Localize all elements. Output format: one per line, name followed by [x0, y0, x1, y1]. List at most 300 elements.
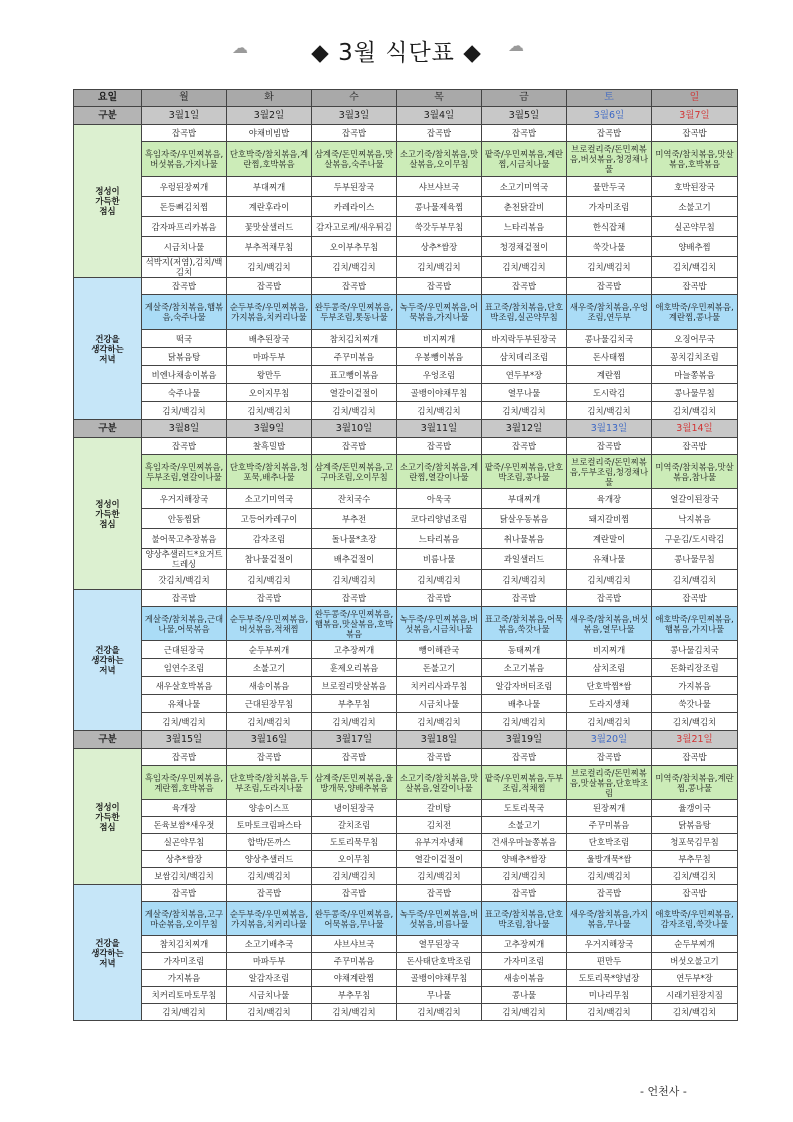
dinner-rice-cell: 잡곡밥: [482, 590, 567, 607]
dinner-rice-cell: 잡곡밥: [652, 590, 738, 607]
lunch-dish-cell: 두부된장국: [312, 177, 397, 197]
dinner-dish-cell: 숙주나물: [142, 384, 227, 402]
dinner-dish-cell: 김치/백김치: [142, 713, 227, 731]
dinner-porridge-cell: 새우죽/참치볶음,버섯볶음,열무나물: [567, 607, 652, 641]
lunch-dish-cell: 양상추샐러드*요거트드레싱: [142, 549, 227, 570]
dinner-dish-cell: 마파두부: [227, 953, 312, 970]
lunch-dish-cell: 김치/백김치: [397, 257, 482, 278]
lunch-dish-cell: 상추*쌈장: [142, 851, 227, 868]
dinner-dish-row: [74, 384, 738, 402]
date-cell: 3월9일: [227, 420, 312, 438]
dinner-dish-cell: 단호박찜*쌈: [567, 677, 652, 695]
date-row-label: 구분: [74, 731, 142, 749]
dinner-dish-cell: 김치/백김치: [482, 402, 567, 420]
day-header: 화: [227, 90, 312, 107]
lunch-rice-cell: 찰흑밀밥: [227, 438, 312, 455]
dinner-dish-row: [74, 987, 738, 1004]
lunch-dish-cell: 부추적채무침: [227, 237, 312, 257]
dinner-dish-cell: 콩나물김치국: [567, 330, 652, 348]
lunch-dish-cell: 잔치국수: [312, 489, 397, 509]
lunch-rice-cell: 잡곡밥: [312, 438, 397, 455]
lunch-porridge-cell: 팥죽/우민찌볶음,단호박조림,콩나물: [482, 455, 567, 489]
lunch-dish-row: [74, 570, 738, 590]
dinner-dish-cell: 훈제오리볶음: [312, 659, 397, 677]
lunch-rice-cell: 잡곡밥: [482, 749, 567, 766]
day-header: 목: [397, 90, 482, 107]
lunch-porridge-cell: 미역죽/참치볶음,계란찜,콩나물: [652, 766, 738, 800]
dinner-dish-cell: 도시락김: [567, 384, 652, 402]
lunch-dish-cell: 돈등뼈김치찜: [142, 197, 227, 217]
date-cell: 3월7일: [652, 107, 738, 125]
lunch-rice-cell: 잡곡밥: [567, 125, 652, 142]
lunch-dish-cell: 갈비탕: [397, 800, 482, 817]
lunch-dish-cell: 김치전: [397, 817, 482, 834]
cloud-doodle-left-icon: ☁: [232, 38, 248, 57]
date-cell: 3월20일: [567, 731, 652, 749]
date-cell: 3월1일: [142, 107, 227, 125]
dinner-dish-row: [74, 402, 738, 420]
dinner-dish-cell: 배추된장국: [227, 330, 312, 348]
dinner-dish-cell: 순두부찌개: [652, 936, 738, 953]
lunch-dish-cell: 계란말이: [567, 529, 652, 549]
dinner-dish-cell: 우엉조림: [397, 366, 482, 384]
lunch-dish-cell: 쑥갓나물: [567, 237, 652, 257]
lunch-rice-cell: 잡곡밥: [652, 438, 738, 455]
dinner-dish-cell: 김치/백김치: [397, 402, 482, 420]
lunch-porridge-cell: 팥죽/우민찌볶음,계란찜,시금치나물: [482, 142, 567, 177]
dinner-label: 건강을 생각하는 저녁: [74, 590, 142, 731]
dinner-dish-cell: 계란찜: [567, 366, 652, 384]
lunch-dish-cell: 춘천닭갈비: [482, 197, 567, 217]
dinner-dish-cell: 돈화리장조림: [652, 659, 738, 677]
lunch-dish-cell: 카레라이스: [312, 197, 397, 217]
dinner-dish-cell: 가자미조림: [142, 953, 227, 970]
dinner-dish-cell: 소고기볶음: [482, 659, 567, 677]
dinner-dish-cell: 돈사태단호박조림: [397, 953, 482, 970]
lunch-dish-cell: 김치/백김치: [397, 868, 482, 885]
dinner-porridge-cell: 표고죽/참치볶음,단호박조림,실곤약무침: [482, 295, 567, 330]
dinner-dish-row: [74, 366, 738, 384]
lunch-dish-cell: 부추무침: [652, 851, 738, 868]
lunch-dish-cell: 실곤약무침: [652, 217, 738, 237]
lunch-dish-cell: 울방개묵*쌈: [567, 851, 652, 868]
dinner-dish-cell: 오징어무국: [652, 330, 738, 348]
lunch-dish-cell: 김치/백김치: [312, 257, 397, 278]
lunch-dish-cell: 돼지갈비찜: [567, 509, 652, 529]
lunch-dish-cell: 김치/백김치: [567, 570, 652, 590]
lunch-rice-cell: 잡곡밥: [142, 438, 227, 455]
dinner-dish-row: [74, 970, 738, 987]
lunch-dish-cell: 김치/백김치: [227, 257, 312, 278]
lunch-dish-cell: 김치/백김치: [312, 868, 397, 885]
dinner-rice-row: [74, 278, 738, 295]
dinner-rice-cell: 잡곡밥: [397, 590, 482, 607]
dinner-dish-cell: 비엔나채송이볶음: [142, 366, 227, 384]
date-cell: 3월13일: [567, 420, 652, 438]
dinner-dish-row: [74, 713, 738, 731]
lunch-dish-cell: 배추겉절이: [312, 549, 397, 570]
dinner-dish-cell: 김치/백김치: [227, 1004, 312, 1021]
dinner-dish-cell: 새우살호박볶음: [142, 677, 227, 695]
dinner-dish-cell: 야채계란찜: [312, 970, 397, 987]
lunch-dish-cell: 물만두국: [567, 177, 652, 197]
lunch-dish-cell: 비름나물: [397, 549, 482, 570]
lunch-dish-row: [74, 237, 738, 257]
lunch-rice-cell: 잡곡밥: [397, 438, 482, 455]
dinner-dish-cell: 배추나물: [482, 695, 567, 713]
day-header: 토: [567, 90, 652, 107]
dinner-rice-cell: 잡곡밥: [142, 885, 227, 902]
dinner-rice-cell: 잡곡밥: [142, 278, 227, 295]
dinner-dish-cell: 샤브샤브국: [312, 936, 397, 953]
lunch-porridge-cell: 소고기죽/참치볶음,맛살볶음,오이무침: [397, 142, 482, 177]
dinner-porridge-cell: 완두콩죽/우민찌볶음,햄볶음,맛살볶음,호박볶음: [312, 607, 397, 641]
dinner-rice-cell: 잡곡밥: [312, 590, 397, 607]
dinner-dish-cell: 콩나물무침: [652, 384, 738, 402]
dinner-dish-cell: 참치김치찌개: [142, 936, 227, 953]
footer-signature: - 언천사 -: [640, 1085, 687, 1098]
lunch-dish-row: [74, 549, 738, 570]
lunch-porridge-row: [74, 455, 738, 489]
date-cell: 3월14일: [652, 420, 738, 438]
dinner-dish-row: [74, 677, 738, 695]
lunch-dish-row: [74, 529, 738, 549]
lunch-rice-cell: 잡곡밥: [312, 749, 397, 766]
lunch-label: 정성이 가득한 점심: [74, 125, 142, 278]
dinner-dish-cell: 무나물: [397, 987, 482, 1004]
lunch-porridge-cell: 삼계죽/돈민찌볶음,맛살볶음,숙주나물: [312, 142, 397, 177]
dinner-dish-cell: 알감자버터조림: [482, 677, 567, 695]
lunch-dish-cell: 고등어카레구이: [227, 509, 312, 529]
dinner-dish-cell: 돈불고기: [397, 659, 482, 677]
dinner-dish-cell: 새송이볶음: [227, 677, 312, 695]
dinner-dish-row: [74, 936, 738, 953]
dinner-dish-row: [74, 330, 738, 348]
lunch-dish-cell: 상추*쌈장: [397, 237, 482, 257]
dinner-dish-cell: 김치/백김치: [227, 713, 312, 731]
date-cell: 3월18일: [397, 731, 482, 749]
dinner-dish-cell: 김치/백김치: [567, 1004, 652, 1021]
dinner-dish-cell: 도토리묵*양념장: [567, 970, 652, 987]
lunch-dish-cell: 우거지해장국: [142, 489, 227, 509]
dinner-rice-cell: 잡곡밥: [567, 278, 652, 295]
lunch-porridge-cell: 흑임자죽/우민찌볶음,버섯볶음,가지나물: [142, 142, 227, 177]
date-cell: 3월10일: [312, 420, 397, 438]
lunch-dish-cell: 양상추샐러드: [227, 851, 312, 868]
lunch-porridge-cell: 흑임자죽/우민찌볶음,두부조림,열갈이나물: [142, 455, 227, 489]
lunch-dish-cell: 열갈이겉절이: [397, 851, 482, 868]
dinner-dish-cell: 열무된장국: [397, 936, 482, 953]
dinner-dish-cell: 김치/백김치: [142, 1004, 227, 1021]
dinner-dish-cell: 치커리사과무침: [397, 677, 482, 695]
dinner-rice-cell: 잡곡밥: [652, 278, 738, 295]
lunch-dish-row: [74, 197, 738, 217]
menu-table: [73, 89, 738, 1021]
lunch-dish-row: [74, 800, 738, 817]
week-date-row: [74, 420, 738, 438]
lunch-dish-cell: 보쌈김치/백김치: [142, 868, 227, 885]
day-header: 수: [312, 90, 397, 107]
lunch-porridge-row: [74, 766, 738, 800]
lunch-dish-cell: 감자조림: [227, 529, 312, 549]
lunch-dish-cell: 도토리묵무침: [312, 834, 397, 851]
date-cell: 3월21일: [652, 731, 738, 749]
lunch-dish-cell: 과일샐러드: [482, 549, 567, 570]
dinner-porridge-row: [74, 607, 738, 641]
lunch-dish-cell: 합박/돈까스: [227, 834, 312, 851]
dinner-rice-cell: 잡곡밥: [652, 885, 738, 902]
dinner-dish-cell: 표고뺑이볶음: [312, 366, 397, 384]
lunch-dish-row: [74, 489, 738, 509]
dinner-dish-cell: 골뱅이야채무침: [397, 384, 482, 402]
dinner-dish-row: [74, 348, 738, 366]
lunch-porridge-cell: 브로컬리죽/돈민찌볶음,맛살볶음,단호박조림: [567, 766, 652, 800]
dinner-porridge-cell: 완두콩죽/우민찌볶음,두부조림,톳동나물: [312, 295, 397, 330]
lunch-dish-row: [74, 851, 738, 868]
lunch-dish-cell: 참나물겉절이: [227, 549, 312, 570]
dinner-dish-cell: 근대된장무침: [227, 695, 312, 713]
dinner-dish-cell: 김치/백김치: [482, 713, 567, 731]
date-cell: 3월8일: [142, 420, 227, 438]
cloud-doodle-right-icon: ☁: [508, 36, 524, 55]
lunch-dish-cell: 유채나물: [567, 549, 652, 570]
lunch-dish-cell: 오이부추무침: [312, 237, 397, 257]
dinner-dish-cell: 마파두부: [227, 348, 312, 366]
lunch-dish-cell: 육개장: [567, 489, 652, 509]
lunch-porridge-cell: 삼계죽/돈민찌볶음,고구마조림,오이무침: [312, 455, 397, 489]
dinner-dish-cell: 가자미조림: [482, 953, 567, 970]
dinner-dish-cell: 비지찌개: [567, 641, 652, 659]
lunch-dish-cell: 가자미조림: [567, 197, 652, 217]
dinner-dish-cell: 고추장찌개: [312, 641, 397, 659]
lunch-porridge-cell: 단호박죽/참치볶음,계란찜,호박볶음: [227, 142, 312, 177]
date-cell: 3월6일: [567, 107, 652, 125]
dinner-porridge-cell: 애호박죽/우민찌볶음,햄볶음,가지나물: [652, 607, 738, 641]
dinner-dish-cell: 주꾸미볶음: [312, 348, 397, 366]
dinner-dish-cell: 마늘쫑볶음: [652, 366, 738, 384]
dinner-porridge-cell: 애호박죽/우민찌볶음,감자조림,쑥갓나물: [652, 902, 738, 936]
dinner-dish-cell: 열무나물: [482, 384, 567, 402]
dinner-dish-cell: 근대된장국: [142, 641, 227, 659]
header-label: 요일: [74, 90, 142, 107]
lunch-rice-cell: 잡곡밥: [652, 749, 738, 766]
dinner-dish-cell: 돈사태찜: [567, 348, 652, 366]
dinner-rice-cell: 잡곡밥: [227, 885, 312, 902]
dinner-porridge-cell: 게살죽/참치볶음,햄볶음,숙주나물: [142, 295, 227, 330]
date-cell: 3월4일: [397, 107, 482, 125]
week-date-row: [74, 731, 738, 749]
dinner-rice-cell: 잡곡밥: [482, 885, 567, 902]
lunch-dish-cell: 코다리양념조림: [397, 509, 482, 529]
lunch-dish-row: [74, 834, 738, 851]
dinner-dish-cell: 연두부*장: [652, 970, 738, 987]
dinner-dish-cell: 김치/백김치: [567, 402, 652, 420]
dinner-porridge-cell: 게살죽/참치볶음,근대나물,어묵볶음: [142, 607, 227, 641]
lunch-dish-cell: 김치/백김치: [227, 570, 312, 590]
lunch-dish-cell: 닭살우동볶음: [482, 509, 567, 529]
lunch-dish-cell: 된장찌개: [567, 800, 652, 817]
dinner-porridge-row: [74, 295, 738, 330]
lunch-dish-cell: 소불고기: [482, 817, 567, 834]
lunch-dish-cell: 갈치조림: [312, 817, 397, 834]
lunch-dish-row: [74, 217, 738, 237]
lunch-porridge-cell: 흑임자죽/우민찌볶음,계란찜,호박볶음: [142, 766, 227, 800]
lunch-dish-cell: 콩나물제육찜: [397, 197, 482, 217]
lunch-dish-cell: 낙지볶음: [652, 509, 738, 529]
lunch-dish-cell: 오이무침: [312, 851, 397, 868]
lunch-dish-cell: 얼갈이된장국: [652, 489, 738, 509]
lunch-dish-cell: 소고기미역국: [227, 489, 312, 509]
dinner-dish-cell: 삼치조림: [567, 659, 652, 677]
lunch-dish-cell: 김치/백김치: [567, 868, 652, 885]
dinner-dish-cell: 연두부*장: [482, 366, 567, 384]
dinner-dish-cell: 브로컬리맛살볶음: [312, 677, 397, 695]
lunch-rice-cell: 잡곡밥: [567, 438, 652, 455]
lunch-dish-cell: 꽃맛살샐러드: [227, 217, 312, 237]
lunch-rice-cell: 잡곡밥: [482, 125, 567, 142]
dinner-dish-cell: 미나리무침: [567, 987, 652, 1004]
dinner-rice-cell: 잡곡밥: [567, 590, 652, 607]
lunch-rice-cell: 잡곡밥: [652, 125, 738, 142]
dinner-dish-cell: 골뱅이야채무침: [397, 970, 482, 987]
lunch-dish-cell: 소고기미역국: [482, 177, 567, 197]
lunch-label: 정성이 가득한 점심: [74, 749, 142, 885]
dinner-rice-cell: 잡곡밥: [397, 885, 482, 902]
lunch-rice-cell: 잡곡밥: [142, 125, 227, 142]
date-cell: 3월11일: [397, 420, 482, 438]
dinner-label: 건강을 생각하는 저녁: [74, 885, 142, 1021]
dinner-dish-cell: 오이지무침: [227, 384, 312, 402]
dinner-dish-cell: 우봉뺑이볶음: [397, 348, 482, 366]
dinner-rice-cell: 잡곡밥: [397, 278, 482, 295]
dinner-dish-row: [74, 953, 738, 970]
lunch-dish-cell: 부대찌개: [482, 489, 567, 509]
dinner-dish-row: [74, 659, 738, 677]
lunch-dish-cell: 단호박조림: [567, 834, 652, 851]
dinner-dish-cell: 꽁치김치조림: [652, 348, 738, 366]
lunch-dish-cell: 실곤약무침: [142, 834, 227, 851]
dinner-dish-cell: 가지볶음: [142, 970, 227, 987]
dinner-dish-cell: 김치/백김치: [397, 1004, 482, 1021]
lunch-porridge-cell: 미역죽/참치볶음,맛살볶음,참나물: [652, 455, 738, 489]
dinner-porridge-cell: 표고죽/참치볶음,어묵볶음,쑥갓나물: [482, 607, 567, 641]
lunch-dish-cell: 청포묵김무침: [652, 834, 738, 851]
date-cell: 3월16일: [227, 731, 312, 749]
lunch-dish-cell: 호박된장국: [652, 177, 738, 197]
dinner-porridge-cell: 순두부죽/우민찌볶음,버섯볶음,적채찜: [227, 607, 312, 641]
dinner-dish-cell: 왕만두: [227, 366, 312, 384]
lunch-dish-cell: 부추전: [312, 509, 397, 529]
lunch-dish-cell: 도토리묵국: [482, 800, 567, 817]
dinner-porridge-cell: 표고죽/참치볶음,단호박조림,참나물: [482, 902, 567, 936]
lunch-dish-row: [74, 509, 738, 529]
dinner-dish-cell: 순두부찌개: [227, 641, 312, 659]
lunch-porridge-cell: 단호박죽/참치볶음,두부조림,도라지나물: [227, 766, 312, 800]
lunch-dish-cell: 소불고기: [652, 197, 738, 217]
day-header: 금: [482, 90, 567, 107]
dinner-dish-cell: 닭볶음탕: [142, 348, 227, 366]
dinner-dish-cell: 임연수조림: [142, 659, 227, 677]
dinner-rice-cell: 잡곡밥: [227, 590, 312, 607]
lunch-dish-cell: 아욱국: [397, 489, 482, 509]
date-cell: 3월17일: [312, 731, 397, 749]
lunch-porridge-cell: 팥죽/우민찌볶음,두부조림,적채찜: [482, 766, 567, 800]
lunch-dish-cell: 유부겨자냉채: [397, 834, 482, 851]
dinner-dish-cell: 버섯오불고기: [652, 953, 738, 970]
dinner-dish-cell: 김치/백김치: [652, 1004, 738, 1021]
lunch-dish-cell: 한식잡채: [567, 217, 652, 237]
dinner-porridge-cell: 녹두죽/우민찌볶음,어묵볶음,가지나물: [397, 295, 482, 330]
lunch-rice-cell: 잡곡밥: [227, 749, 312, 766]
lunch-dish-cell: 토마토크림파스타: [227, 817, 312, 834]
lunch-dish-cell: 콩나물무침: [652, 549, 738, 570]
dinner-dish-cell: 새송이볶음: [482, 970, 567, 987]
lunch-dish-cell: 건새우마늘쫑볶음: [482, 834, 567, 851]
lunch-dish-cell: 김치/백김치: [227, 868, 312, 885]
lunch-dish-row: [74, 868, 738, 885]
dinner-porridge-cell: 게살죽/참치볶음,고구마순볶음,오이무침: [142, 902, 227, 936]
dinner-porridge-cell: 새우죽/참치볶음,우엉조림,연두부: [567, 295, 652, 330]
dinner-dish-cell: 콩나물: [482, 987, 567, 1004]
lunch-rice-cell: 잡곡밥: [397, 749, 482, 766]
lunch-dish-cell: 느타리볶음: [397, 529, 482, 549]
lunch-porridge-row: [74, 142, 738, 177]
lunch-dish-cell: 양배추찜: [652, 237, 738, 257]
dinner-porridge-cell: 녹두죽/우민찌볶음,버섯볶음,시금치나물: [397, 607, 482, 641]
lunch-dish-cell: 율갱이국: [652, 800, 738, 817]
lunch-dish-cell: 돈육보쌈*새우젓: [142, 817, 227, 834]
lunch-rice-cell: 잡곡밥: [397, 125, 482, 142]
lunch-dish-cell: 안동찜닭: [142, 509, 227, 529]
dinner-rice-cell: 잡곡밥: [312, 885, 397, 902]
dinner-dish-cell: 유채나물: [142, 695, 227, 713]
date-cell: 3월2일: [227, 107, 312, 125]
dinner-dish-cell: 콩나물김치국: [652, 641, 738, 659]
lunch-dish-row: [74, 257, 738, 278]
lunch-rice-row: [74, 125, 738, 142]
lunch-rice-cell: 잡곡밥: [482, 438, 567, 455]
lunch-rice-cell: 야채비빔밥: [227, 125, 312, 142]
lunch-dish-cell: 감자고로케/새우튀김: [312, 217, 397, 237]
lunch-dish-row: [74, 177, 738, 197]
lunch-dish-row: [74, 817, 738, 834]
dinner-rice-cell: 잡곡밥: [482, 278, 567, 295]
dinner-porridge-row: [74, 902, 738, 936]
dinner-dish-cell: 김치/백김치: [312, 402, 397, 420]
dinner-dish-cell: 시금치나물: [227, 987, 312, 1004]
date-cell: 3월12일: [482, 420, 567, 438]
dinner-dish-cell: 시금치나물: [397, 695, 482, 713]
dinner-dish-cell: 주꾸미볶음: [312, 953, 397, 970]
dinner-dish-cell: 김치/백김치: [397, 713, 482, 731]
day-header: 월: [142, 90, 227, 107]
dinner-dish-cell: 뺑이해관국: [397, 641, 482, 659]
lunch-porridge-cell: 소고기죽/참치볶음,맛살볶음,얼갈이나물: [397, 766, 482, 800]
lunch-dish-cell: 육개장: [142, 800, 227, 817]
lunch-dish-cell: 김치/백김치: [312, 570, 397, 590]
lunch-rice-row: [74, 438, 738, 455]
dinner-dish-cell: 김치/백김치: [142, 402, 227, 420]
lunch-dish-cell: 불어묵고추장볶음: [142, 529, 227, 549]
date-row-label: 구분: [74, 107, 142, 125]
dinner-rice-row: [74, 590, 738, 607]
dinner-dish-cell: 김치/백김치: [567, 713, 652, 731]
dinner-dish-cell: 도라지생채: [567, 695, 652, 713]
dinner-dish-cell: 김치/백김치: [482, 1004, 567, 1021]
lunch-dish-cell: 주꾸미볶음: [567, 817, 652, 834]
lunch-dish-cell: 김치/백김치: [482, 570, 567, 590]
dinner-dish-row: [74, 641, 738, 659]
